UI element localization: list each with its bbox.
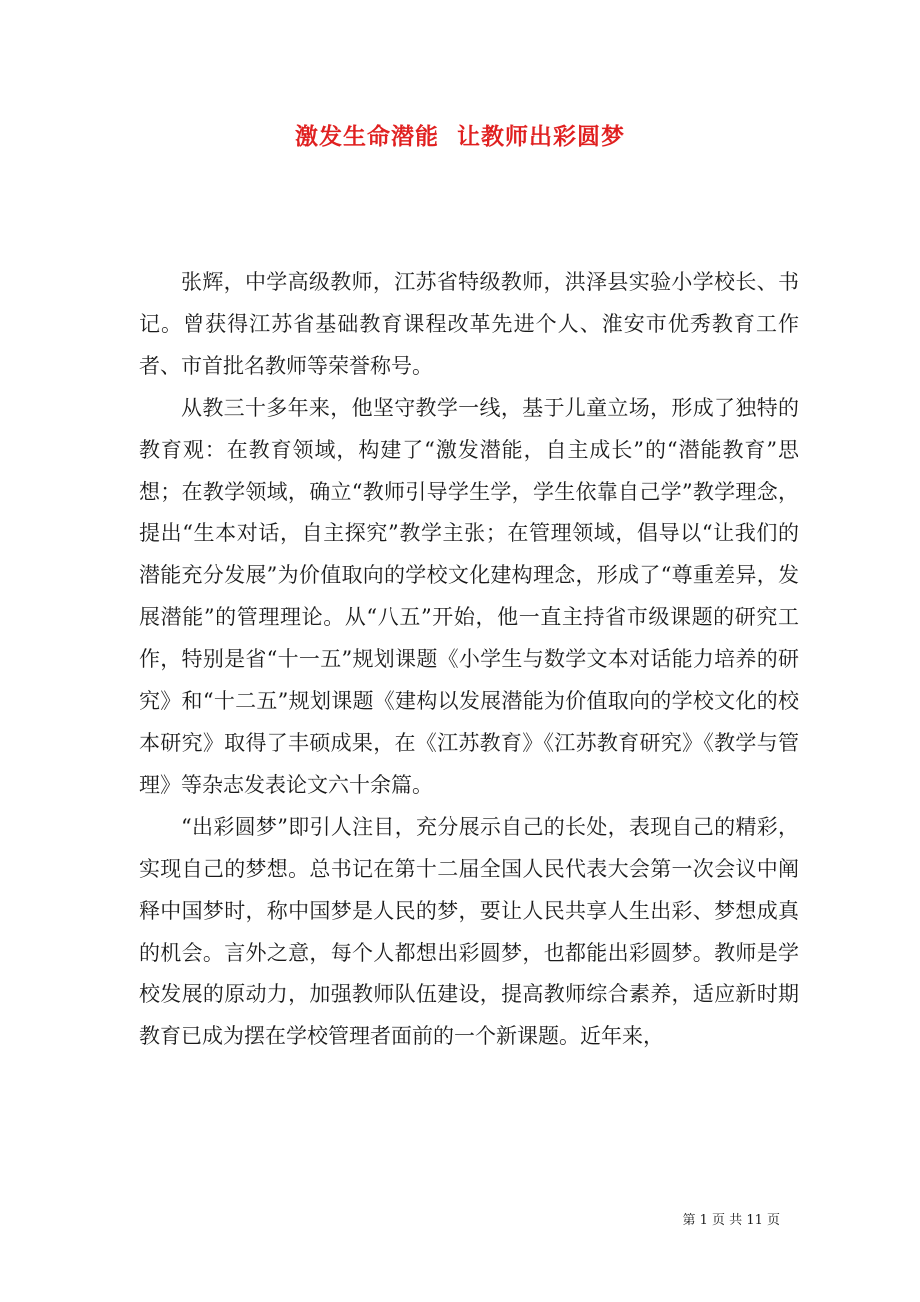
paragraph-bio: 张辉，中学高级教师，江苏省特级教师，洪泽县实验小学校长、书记。曾获得江苏省基础教育课程改革先进个人、淮安市优秀教育工作者、市首批名教师等荣誉称号。 xyxy=(139,270,799,378)
paragraph-dream: “出彩圆梦”即引人注目，充分展示自己的长处，表现自己的精彩，实现自己的梦想。总书记在第十二届全国人民代表大会第一次会议中阐释中国梦时，称中国梦是人民的梦，要让人民共享人生出彩、梦想成真的机会。言外之意，每个人都想出彩圆梦，也都能出彩圆梦。教师是学校发展的原动力，加强教师队伍建设，提高教师综合素养，适应新时期教育已成为摆在学校管理者面前的一个新课题。近年来， xyxy=(139,814,799,1049)
page-number-footer: 第 1 页 共 11 页 xyxy=(682,1213,780,1228)
document-body xyxy=(139,262,799,1058)
document-title: 激发生命潜能 让教师出彩圆梦 xyxy=(294,123,625,150)
paragraph-career: 从教三十多年来，他坚守教学一线，基于儿童立场，形成了独特的教育观：在教育领域，构建了“激发潜能，自主成长”的“潜能教育”思想；在教学领域，确立“教师引导学生学，学生依靠自己学”教学理念，提出“生本对话，自主探究”教学主张；在管理领域，倡导以“让我们的潜能充分发展”为价值取向的学校文化建构理念，形成了“尊重差异，发展潜能”的管理理论。从“八五”开始，他一直主持省市级课题的研究工作，特别是省“十一五”规划课题《小学生与数学文本对话能力培养的研究》和“十二五”规划课题《建构以发展潜能为价值取向的学校文化的校本研究》取得了丰硕成果，在《江苏教育》《江苏教育研究》《教学与管理》等杂志发表论文六十余篇。 xyxy=(139,395,799,797)
